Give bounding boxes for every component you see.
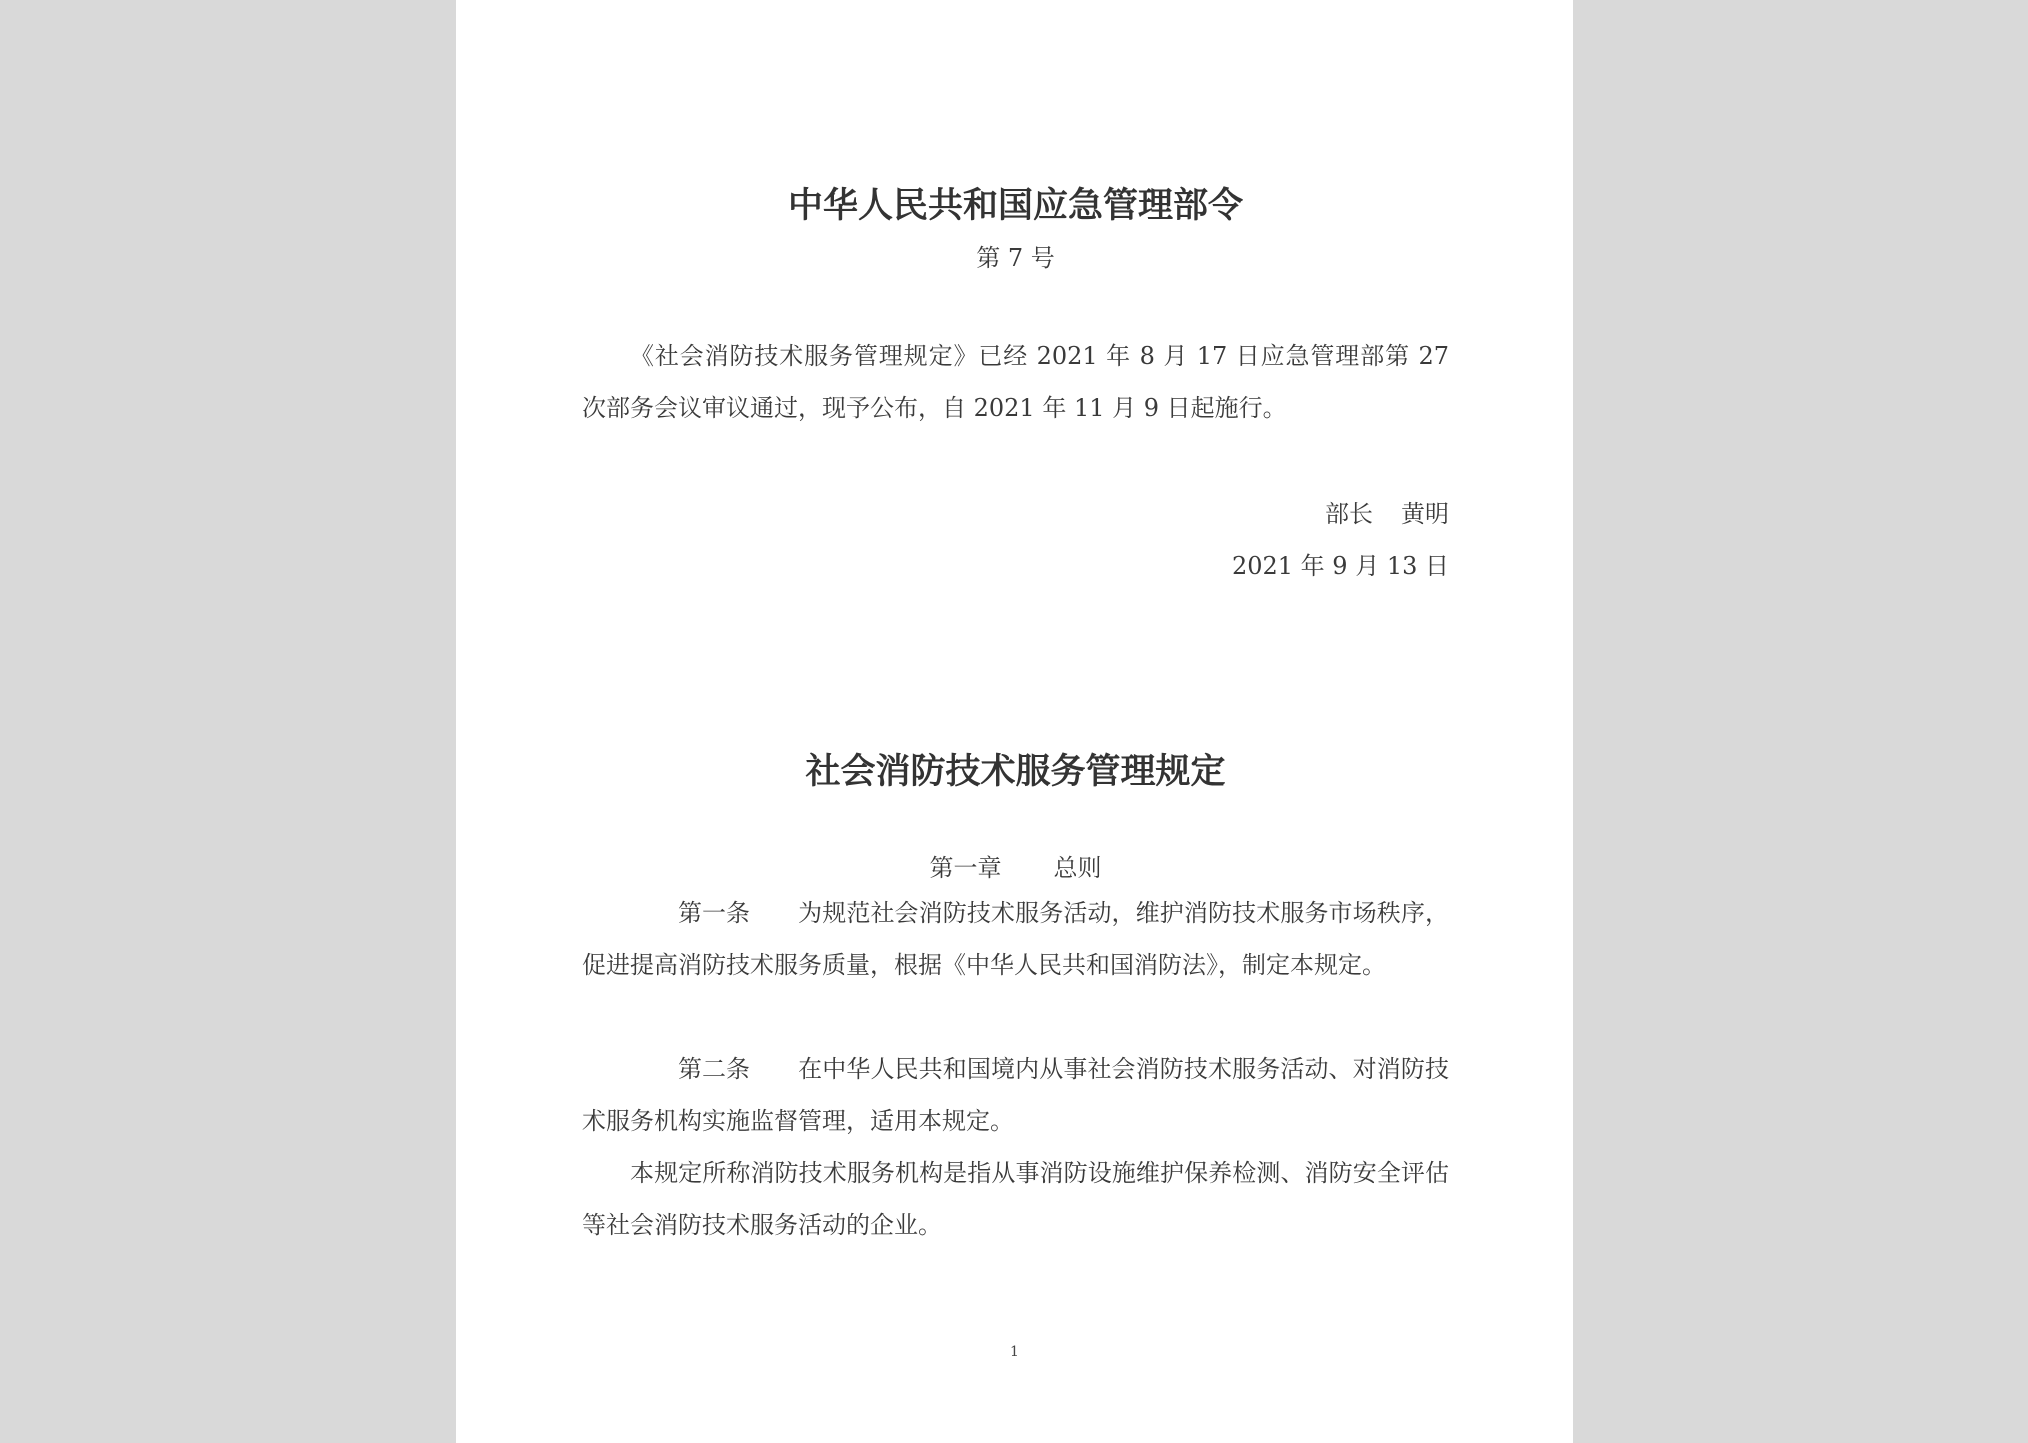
order-number: 第 7 号 [976,244,1055,272]
order-title: 中华人民共和国应急管理部令 [787,185,1243,226]
signatory-name: 黄明 [1401,500,1449,528]
article-2-text: 在中华人民共和国境内从事社会消防技术服务活动、对消防技术服务机构实施监督管理，适用本规定。 [582,1055,1449,1135]
document-page [456,0,1573,1443]
order-date: 2021 年 9 月 13 日 [1231,552,1449,580]
promulgation-paragraph: 《社会消防技术服务管理规定》已经 2021 年 8 月 17 日应急管理部第 27 次部务会议审议通过，现予公布，自 2021 年 11 月 9 日起施行。 [582,342,1449,422]
definition-paragraph: 本规定所称消防技术服务机构是指从事消防设施维护保养检测、消防安全评估等社会消防技术服务活动的企业。 [582,1159,1449,1239]
regulation-title: 社会消防技术服务管理规定 [805,751,1226,792]
chapter-number: 第一章 [929,854,1002,882]
article-2 [582,1043,1449,1147]
article-1-text: 为规范社会消防技术服务活动，维护消防技术服务市场秩序，促进提高消防技术服务质量，根据《中华人民共和国消防法》，制定本规定。 [582,899,1449,979]
article-1-number: 第一条 [678,899,750,927]
chapter-name: 总则 [1053,854,1102,882]
signatory-title: 部长 [1325,500,1373,528]
signatory-line [1325,494,1449,529]
chapter-heading [582,848,1449,883]
article-2-number: 第二条 [678,1055,750,1083]
article-1 [582,887,1449,991]
page-number: 1 [1010,1344,1019,1360]
